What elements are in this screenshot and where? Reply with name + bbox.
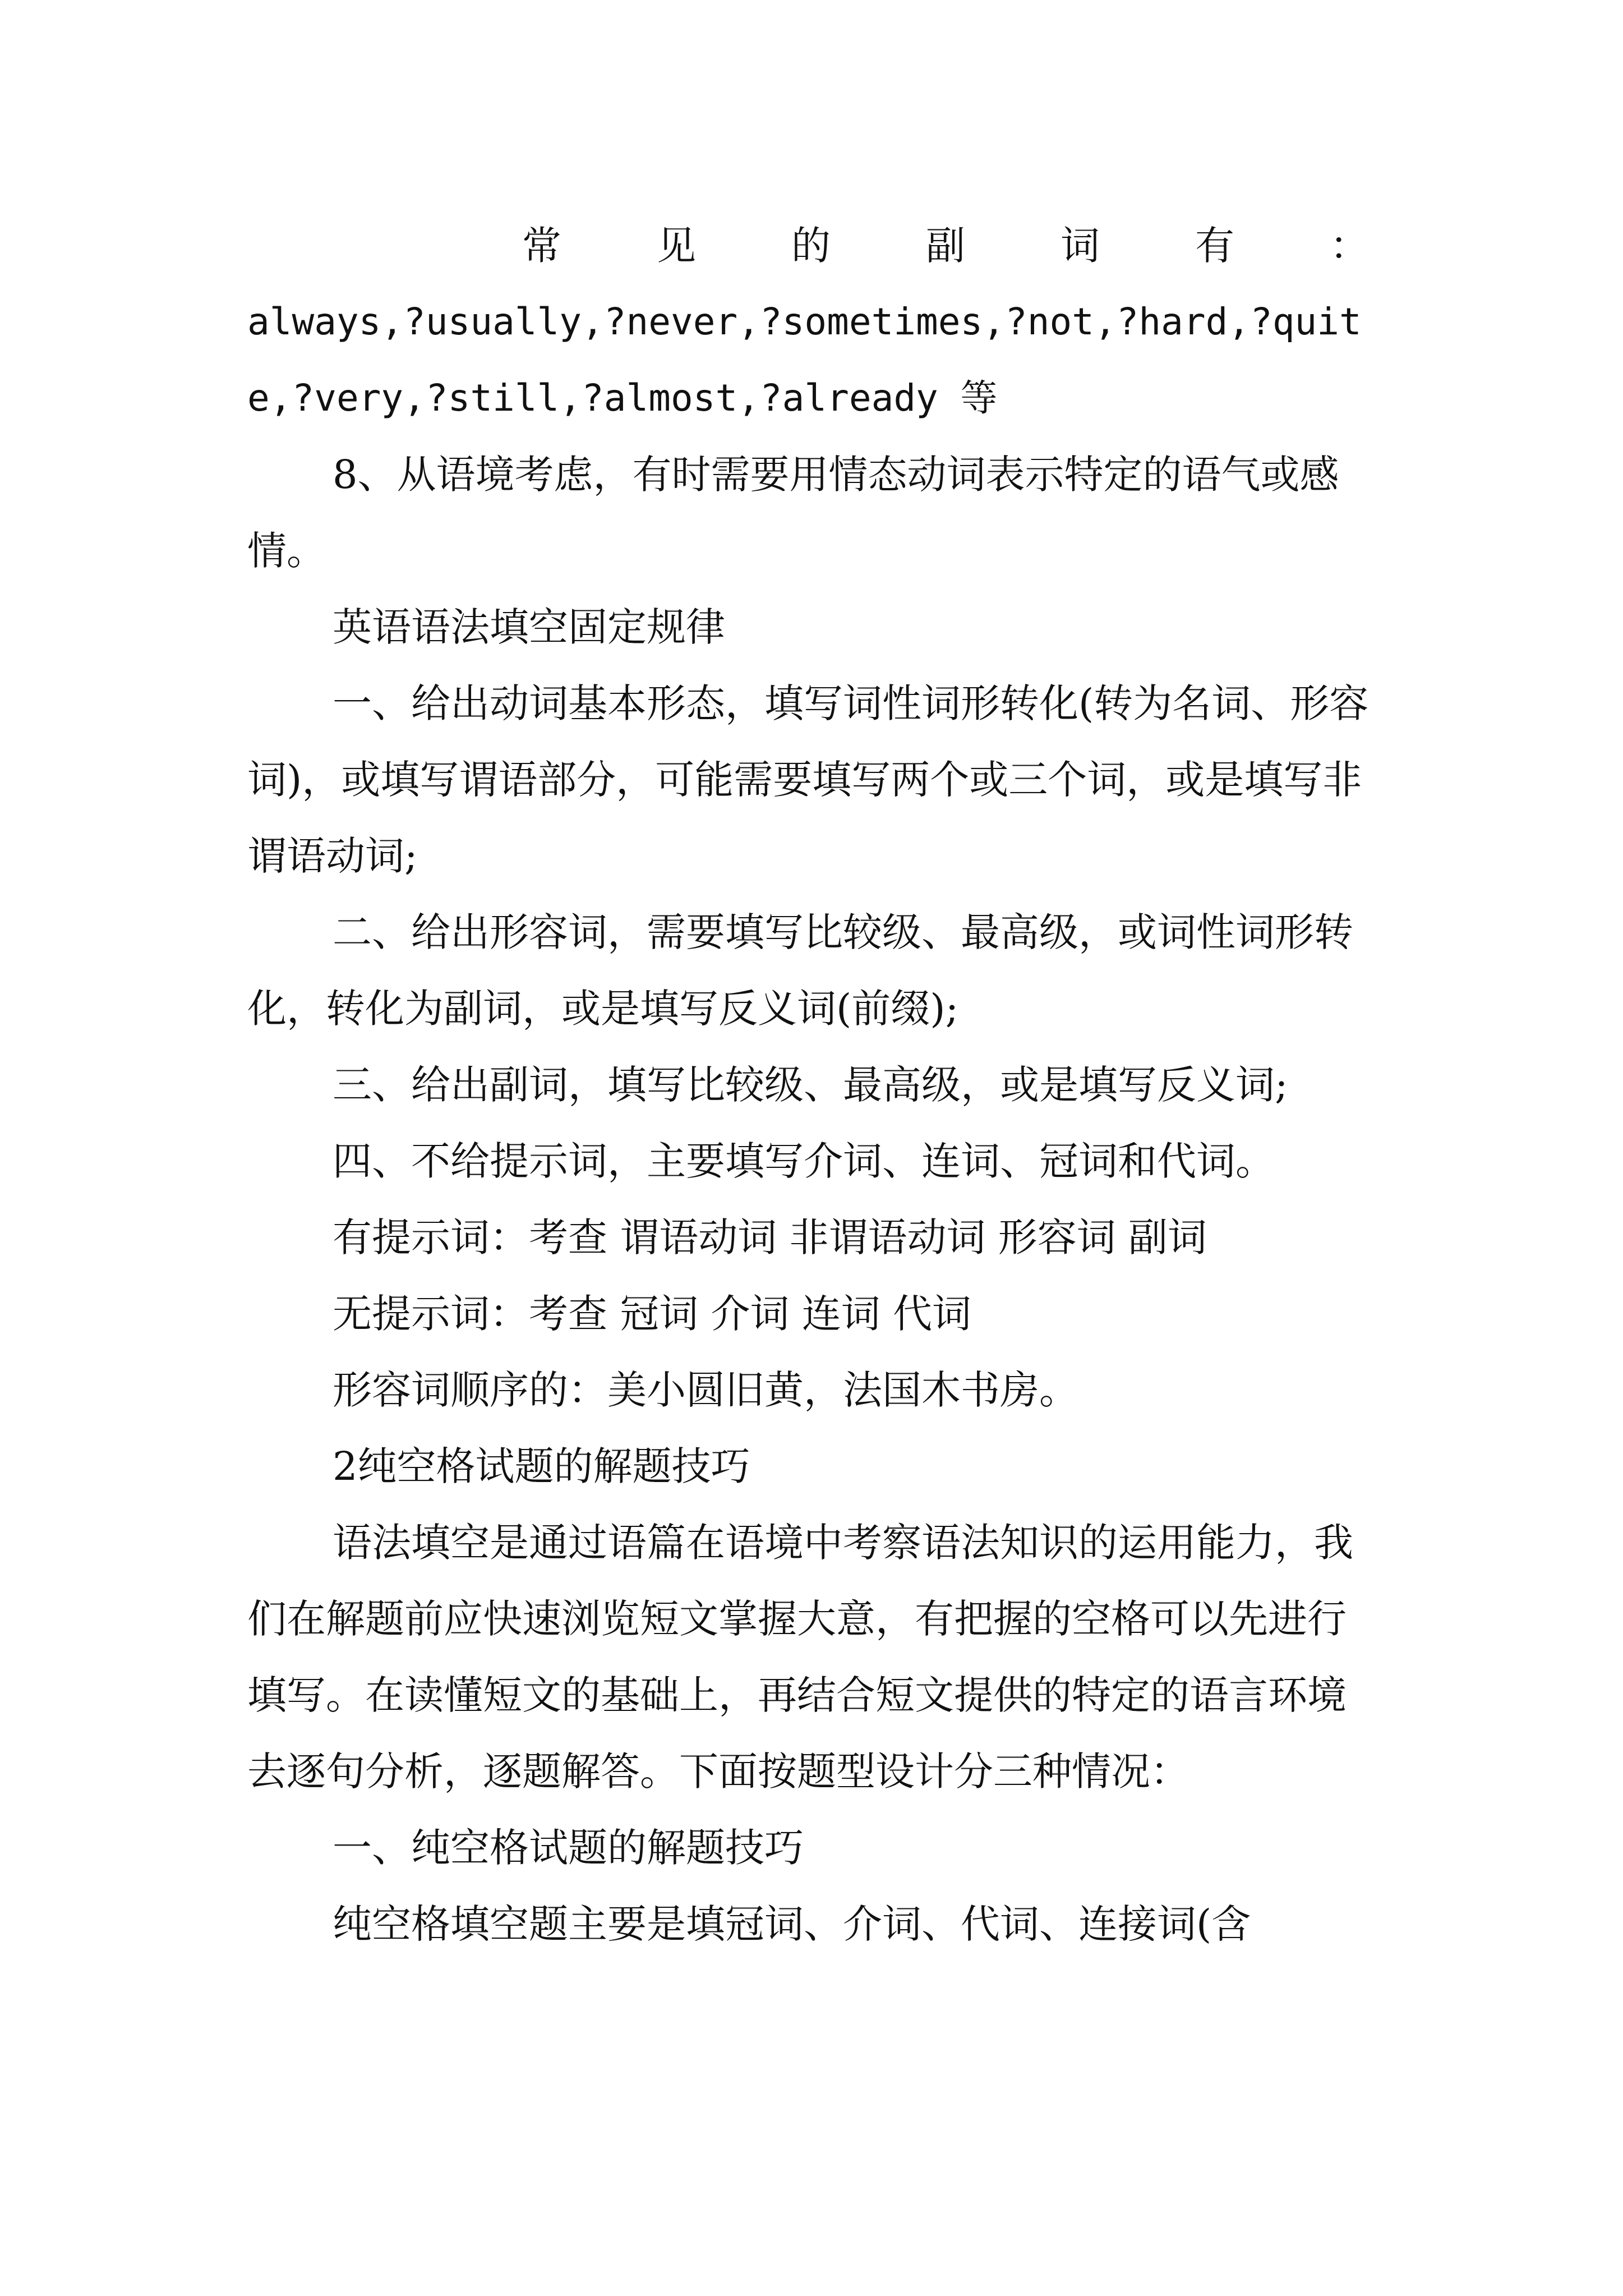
adverb-heading-char: 见 <box>657 223 696 269</box>
adverb-heading-char: 词 <box>1061 223 1100 269</box>
paragraph-without-hint: 无提示词：考查 冠词 介词 连词 代词 <box>333 1291 972 1337</box>
paragraph-intro: 语法填空是通过语篇在语境中考察语法知识的运用能力，我们在解题前应快速浏览短文掌握大意，有把握的空格可以先进行填写。在读懂短文的基础上，再结合短文提供的特定的语言环境去逐句分析，逐题解答。下面按题型设计分三种情况： <box>247 1520 1353 1795</box>
adverb-heading <box>247 208 1380 284</box>
adverb-heading-char: 有 <box>1195 223 1234 269</box>
document-body <box>247 208 1380 1962</box>
paragraph-with-hint: 有提示词：考查 谓语动词 非谓语动词 形容词 副词 <box>333 1214 1207 1260</box>
adverb-heading-char: 的 <box>791 223 831 269</box>
paragraph-rule-verbs: 一、给出动词基本形态，填写词性词形转化(转为名词、形容词)，或填写谓语部分，可能需要填写两个或三个词，或是填写非谓语动词; <box>247 680 1369 879</box>
paragraph-rule-adverbs: 三、给出副词，填写比较级、最高级，或是填写反义词; <box>333 1062 1288 1108</box>
paragraph-adjective-order: 形容词顺序的：美小圆旧黄，法国木书房。 <box>333 1367 1078 1413</box>
section-heading-rules: 英语语法填空固定规律 <box>333 604 725 650</box>
paragraph-blank-fill: 纯空格填空题主要是填冠词、介词、代词、连接词(含 <box>333 1901 1251 1947</box>
section-heading-blank-tips: 2纯空格试题的解题技巧 <box>333 1443 750 1489</box>
adverb-heading-char: 副 <box>926 223 965 269</box>
adverb-heading-char: 常 <box>522 223 561 269</box>
adverb-heading-char: ： <box>1330 223 1369 269</box>
adverb-list: always,?usually,?never,?sometimes,?not,?hard,?quite,?very,?still,?almost,?already 等 <box>247 300 1362 420</box>
paragraph-rule-no-hint: 四、不给提示词，主要填写介词、连词、冠词和代词。 <box>333 1138 1275 1184</box>
paragraph-rule-adjectives: 二、给出形容词，需要填写比较级、最高级，或词性词形转化，转化为副词，或是填写反义词(前缀); <box>247 909 1353 1032</box>
subsection-heading-blank-tips: 一、纯空格试题的解题技巧 <box>333 1825 804 1871</box>
paragraph-modal-verbs: 8、从语境考虑，有时需要用情态动词表示特定的语气或感情。 <box>247 452 1339 574</box>
